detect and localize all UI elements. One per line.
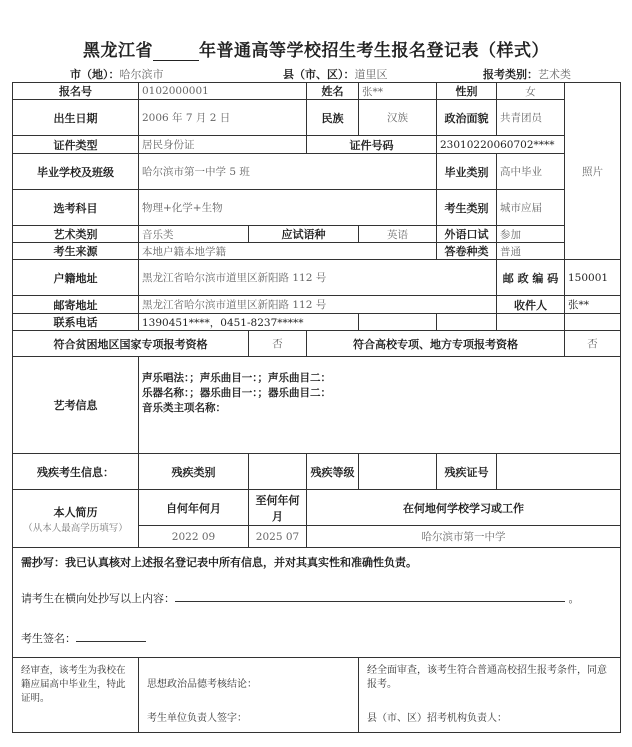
- grad-type-value: 高中毕业: [497, 154, 565, 190]
- copy-blank[interactable]: [175, 601, 565, 602]
- category-value: 艺术类: [538, 68, 571, 81]
- origin-label: 考生来源: [13, 243, 139, 260]
- birth-value: 2006 年 7 月 2 日: [139, 100, 307, 136]
- resume-to-value: 2025 07: [249, 526, 307, 548]
- declaration-cell: [13, 548, 621, 658]
- phone-label: 联系电话: [13, 314, 139, 331]
- recipient-label: 收件人: [497, 296, 565, 314]
- signature-blank[interactable]: [76, 641, 146, 642]
- reg-no-value: 0102000001: [139, 83, 307, 100]
- reg-no-label: 报名号: [13, 83, 139, 100]
- name-label: 姓名: [307, 83, 359, 100]
- copy-line: 请考生在横向处抄写以上内容： 。: [21, 592, 580, 605]
- resume-where-value: 哈尔滨市第一中学: [307, 526, 621, 548]
- city-meta: [70, 66, 164, 82]
- recipient-value: 张**: [565, 296, 621, 314]
- ethnicity-label: 民族: [307, 100, 359, 136]
- signature-line: [21, 630, 612, 646]
- phone-empty-3: [497, 314, 565, 331]
- poverty-value: 否: [249, 331, 307, 357]
- title-prefix: 黑龙江省: [83, 41, 153, 61]
- disabled-type-value: [249, 454, 307, 490]
- poverty-label: 符合贫困地区国家专项报考资格: [13, 331, 249, 357]
- grad-type-label: 毕业类别: [437, 154, 497, 190]
- art-info-line-3: 音乐类主项名称：: [142, 402, 226, 414]
- id-type-value: 居民身份证: [139, 136, 307, 154]
- year-blank: [153, 44, 199, 61]
- declaration-title: 需抄写：我已认真核对上述报名登记表中所有信息，并对其真实性和准确性负责。: [21, 556, 417, 569]
- art-info-line-1: 声乐唱法：；声乐曲目一：；声乐曲目二：: [142, 372, 331, 384]
- oral-label: 外语口试: [437, 226, 497, 243]
- county-label: 县（市、区）：: [283, 68, 355, 81]
- origin-value: 本地户籍本地学籍: [139, 243, 437, 260]
- disabled-cert-value: [497, 454, 621, 490]
- id-type-label: 证件类型: [13, 136, 139, 154]
- resume-from-label: 自何年何月: [139, 490, 249, 526]
- gender-label: 性别: [437, 83, 497, 100]
- art-type-label: 艺术类别: [13, 226, 139, 243]
- id-no-label: 证件号码: [307, 136, 437, 154]
- resume-label-cell: [13, 490, 139, 548]
- county-value: 道里区: [354, 68, 388, 81]
- gender-value: 女: [497, 83, 565, 100]
- political-label: 思想政治品德考核结论：: [147, 679, 257, 690]
- city-label: 市（地）：: [70, 68, 120, 81]
- resume-to-label: 至何年何月: [249, 490, 307, 526]
- form-title: [0, 36, 632, 61]
- subjects-label: 选考科目: [13, 190, 139, 226]
- disabled-type-label: 残疾类别: [139, 454, 249, 490]
- resume-where-label: 在何地何学校学习或工作: [307, 490, 621, 526]
- county-meta: [283, 66, 388, 82]
- birth-label: 出生日期: [13, 100, 139, 136]
- school-certify-cell: 经审查，该考生为我校在籍应届高中毕业生，特此证明。: [13, 658, 139, 733]
- copy-prompt: 请考生在横向处抄写以上内容：: [21, 592, 175, 605]
- subjects-value: 物理+化学+生物: [139, 190, 437, 226]
- category-label: 报考类别：: [483, 68, 538, 81]
- hukou-label: 户籍地址: [13, 260, 139, 296]
- county-note: 经全面审查，该考生符合普通高校招生报考条件，同意报考。: [367, 665, 607, 690]
- answer-type-value: 普通: [497, 243, 565, 260]
- art-info-cell: [139, 357, 621, 454]
- politics-value: 共青团员: [497, 100, 565, 136]
- resume-from-value: 2022 09: [139, 526, 249, 548]
- phone-empty-1: [359, 314, 437, 331]
- school-value: 哈尔滨市第一中学 5 班: [139, 154, 437, 190]
- phone-empty-4: [565, 314, 621, 331]
- phone-value: 1390451****，0451-8237*****: [139, 314, 359, 331]
- university-value: 否: [565, 331, 621, 357]
- mail-value: 黑龙江省哈尔滨市道里区新阳路 112 号: [139, 296, 497, 314]
- id-no-value: 23010220060702****: [437, 136, 565, 154]
- student-type-value: 城市应届: [497, 190, 565, 226]
- signature-label: 考生签名：: [21, 632, 76, 645]
- school-label: 毕业学校及班级: [13, 154, 139, 190]
- title-suffix: 年普通高等学校招生考生报名登记表（样式）: [199, 41, 549, 61]
- photo-cell: 照片: [565, 83, 621, 260]
- disabled-label: 残疾考生信息：: [13, 454, 139, 490]
- mail-label: 邮寄地址: [13, 296, 139, 314]
- postcode-label: 邮 政 编 码: [497, 260, 565, 296]
- unit-sign-label: 考生单位负责人签字：: [147, 713, 247, 724]
- county-certify-cell: [359, 658, 621, 733]
- category-meta: [483, 66, 571, 82]
- county-sign-label: 县（市、区）招考机构负责人：: [367, 713, 507, 724]
- registration-table: [12, 82, 621, 733]
- postcode-value: 150001: [565, 260, 621, 296]
- disabled-level-label: 残疾等级: [307, 454, 359, 490]
- city-value: 哈尔滨市: [119, 68, 164, 81]
- disabled-cert-label: 残疾证号: [437, 454, 497, 490]
- exam-lang-label: 应试语种: [249, 226, 359, 243]
- hukou-value: 黑龙江省哈尔滨市道里区新阳路 112 号: [139, 260, 497, 296]
- ethnicity-value: 汉族: [359, 100, 437, 136]
- resume-note: （从本人最高学历填写）: [23, 522, 128, 534]
- resume-label: 本人简历: [53, 505, 98, 519]
- student-type-label: 考生类别: [437, 190, 497, 226]
- politics-label: 政治面貌: [437, 100, 497, 136]
- university-label: 符合高校专项、地方专项报考资格: [307, 331, 565, 357]
- answer-type-label: 答卷种类: [437, 243, 497, 260]
- exam-lang-value: 英语: [359, 226, 437, 243]
- art-info-label: 艺考信息: [13, 357, 139, 454]
- art-info-line-2: 乐器名称：；器乐曲目一：；器乐曲目二：: [142, 387, 331, 399]
- art-type-value: 音乐类: [139, 226, 249, 243]
- name-value: 张**: [359, 83, 437, 100]
- phone-empty-2: [437, 314, 497, 331]
- disabled-level-value: [359, 454, 437, 490]
- political-cell: [139, 658, 359, 733]
- oral-value: 参加: [497, 226, 565, 243]
